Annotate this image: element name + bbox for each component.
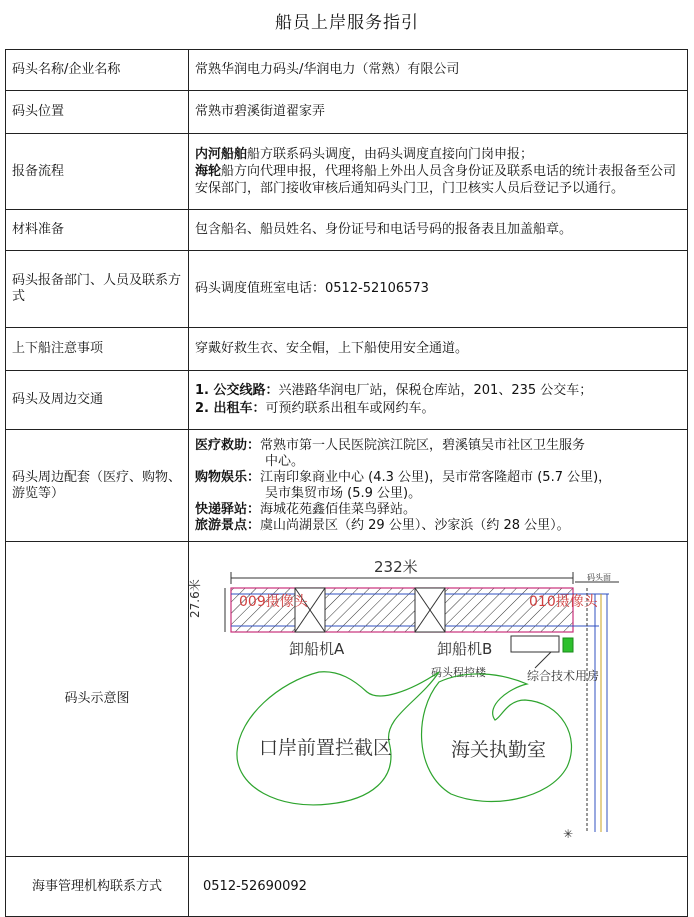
unloader-b-label: 卸船机B [437,640,493,658]
row-value: 0512-52690092 [189,857,688,917]
row-label: 报备流程 [6,134,189,210]
wharf-diagram [189,542,690,851]
row-value: 常熟市碧溪街道翟家弄 [189,91,688,134]
row-value: 常熟华润电力码头/华润电力（常熟）有限公司 [189,50,688,91]
table-row [6,371,688,430]
page-title: 船员上岸服务指引 [275,13,419,33]
control-building [511,636,559,652]
zone-customs-label: 海关执勤室 [451,739,547,761]
camera-marker [563,638,573,652]
row-label: 上下船注意事项 [6,328,189,371]
bold-label: 1. 公交线路： [195,383,279,398]
text: 江南印象商业中心 (4.3 公里)，吴市常客隆超市 (5.7 公里)， [260,469,612,485]
length-label: 232米 [374,558,418,576]
tech-label: 综合技术用房 [527,669,600,683]
table-row [6,542,688,857]
control-label: 码头程控楼 [431,666,486,679]
row-label: 码头周边配套（医疗、购物、游览等） [6,430,189,542]
table-row [6,857,688,917]
marker-glyph: ✳ [563,827,574,841]
text: 兴港路华润电厂站，保税仓库站，201、235 公交车； [278,383,593,398]
text: 船方联系码头调度，由码头调度直接向门岗申报； [247,147,534,162]
bold-label: 2. 出租车： [195,401,266,416]
row-value [189,134,688,210]
row-label: 码头名称/企业名称 [6,50,189,91]
wharf-diagram-cell [189,542,688,857]
row-value: 码头调度值班室电话：0512-52106573 [189,251,688,328]
table-row [6,251,688,328]
camera-label-009: 009摄像头 [239,594,308,610]
bold-label: 医疗救助： [195,437,261,453]
text: 虞山尚湖景区（约 29 公里）、沙家浜（约 28 公里）。 [260,517,570,533]
row-label: 材料准备 [6,210,189,251]
text: 海城花苑鑫佰佳菜鸟驿站。 [260,501,417,517]
text: 中心。 [265,453,305,469]
bold-label: 快递驿站： [195,501,261,517]
service-guide-table [5,49,688,917]
front-label: 码头面 [587,573,611,582]
row-value [189,430,688,542]
text: 可预约联系出租车或网约车。 [265,401,435,416]
text: 常熟市第一人民医院滨江院区，碧溪镇吴市社区卫生服务 [260,437,586,453]
bold-label: 购物娱乐： [195,469,261,485]
unloader-a-label: 卸船机A [289,640,345,658]
row-value: 包含船名、船员姓名、身份证号和电话号码的报备表且加盖船章。 [189,210,688,251]
row-label: 码头及周边交通 [6,371,189,430]
table-row [6,210,688,251]
width-label: 27.6米 [189,579,202,618]
table-row [6,50,688,91]
text: 吴市集贸市场 (5.9 公里)。 [265,485,422,501]
bold-label: 旅游景点： [195,517,261,533]
camera-label-010: 010摄像头 [529,594,598,610]
row-label: 海事管理机构联系方式 [6,857,189,917]
table-row [6,328,688,371]
table-row [6,91,688,134]
text: 船方向代理申报，代理将船上外出人员含身份证及联系电话的统计表报备至公司安保部门，部门接收审核后通知码头门卫，门卫核实人员后登记予以通行。 [195,164,677,196]
row-value [189,371,688,430]
bold-label: 海轮 [195,164,222,179]
row-label: 码头示意图 [6,542,189,857]
table-row [6,430,688,542]
row-label: 码头位置 [6,91,189,134]
row-label: 码头报备部门、人员及联系方式 [6,251,189,328]
bold-label: 内河船舶 [195,147,248,162]
table-row [6,134,688,210]
customs-zone [422,674,572,802]
row-value: 穿戴好救生衣、安全帽，上下船使用安全通道。 [189,328,688,371]
leader-line [535,652,551,668]
zone-intercept-label: 口岸前置拦截区 [259,737,393,759]
